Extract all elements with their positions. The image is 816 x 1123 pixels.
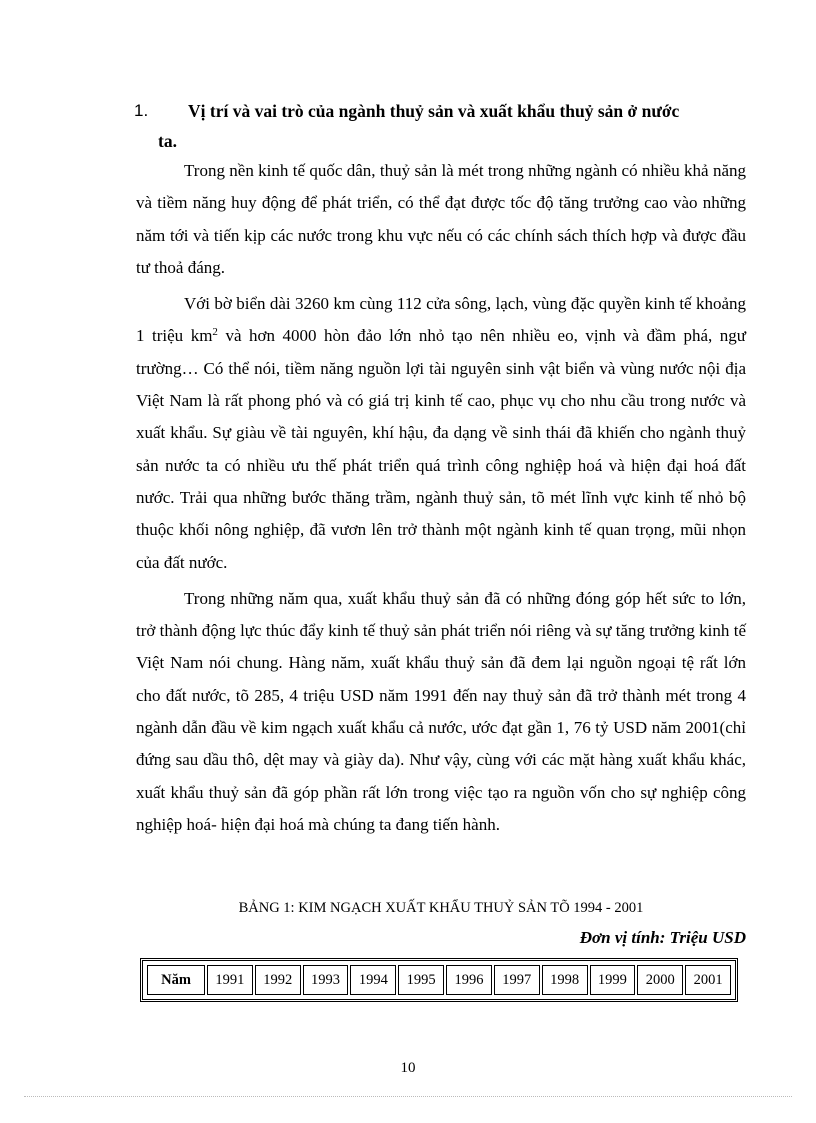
section-title-line1: Vị trí và vai trò của ngành thuỷ sản và xuất khẩu thuỷ sản ở nước xyxy=(188,101,680,121)
paragraph-1: Trong nền kinh tế quốc dân, thuỷ sản là mét trong những ngành có nhiều khả năng và tiềm năng huy động để phát triển, có thể đạt được tốc độ tăng trưởng cao vào những năm tới và tiến kịp các nước trong khu vực nếu có các chính sách thích hợp và được đầu tư thoả đáng. xyxy=(136,161,746,277)
year-cell: 1994 xyxy=(350,965,396,995)
year-cell: 1999 xyxy=(590,965,636,995)
section-title-line2: ta. xyxy=(158,131,177,151)
year-table xyxy=(140,958,738,1002)
year-cell: 1997 xyxy=(494,965,540,995)
year-cell: 1992 xyxy=(255,965,301,995)
paragraph-2-part1: Với bờ biển dài 3260 km cùng 112 cửa sông, lạch, vùng đặc quyền kinh tế khoảng 1 triệu km xyxy=(136,294,746,346)
year-cell: 2000 xyxy=(637,965,683,995)
year-cell: 2001 xyxy=(685,965,731,995)
body-text xyxy=(136,155,746,845)
year-cell: 1998 xyxy=(542,965,588,995)
footer-divider xyxy=(24,1096,792,1097)
year-table-grid xyxy=(145,963,733,997)
header-cell: Năm xyxy=(147,965,205,995)
table-unit: Đơn vị tính: Triệu USD xyxy=(579,928,746,947)
paragraph-2 xyxy=(136,288,746,579)
superscript: 2 xyxy=(212,326,218,339)
year-cell: 1993 xyxy=(303,965,349,995)
table-row xyxy=(147,965,731,995)
paragraph-2-part2: và hơn 4000 hòn đảo lớn nhỏ tạo nên nhiều eo, vịnh và đầm phá, ngư trường… Có thể nói, tiềm năng nguồn lợi tài nguyên sinh vật biển và vùng nước nội địa Việt Nam là rất phong phó và có giá trị kinh tế cao, phục vụ cho nhu cầu trong nước và xuất khẩu. Sự giàu về tài nguyên, khí hậu, đa dạng về sinh thái đã khiến cho ngành thuỷ sản nước ta có nhiều ưu thế phát triển quá trình công nghiệp hoá và hiện đại hoá đất nước. Trải qua những bước thăng trầm, ngành thuỷ sản, tõ mét lĩnh vực kinh tế nhỏ bộ thuộc khối nông nghiệp, đã vươn lên trở thành một ngành kinh tế quan trọng, mũi nhọn của đất nước. xyxy=(136,326,746,572)
section-number: 1. xyxy=(134,101,149,120)
table-title: BẢNG 1: KIM NGẠCH XUẤT KHẨU THUỶ SẢN TÕ 1994 - 2001 xyxy=(238,900,644,916)
page-number: 10 xyxy=(400,1060,416,1076)
year-cell: 1996 xyxy=(446,965,492,995)
year-cell: 1995 xyxy=(398,965,444,995)
year-cell: 1991 xyxy=(207,965,253,995)
paragraph-3: Trong những năm qua, xuất khẩu thuỷ sản đã có những đóng góp hết sức to lớn, trở thành động lực thúc đẩy kinh tế thuỷ sản phát triển nói riêng và sự tăng trưởng kinh tế Việt Nam nói chung. Hàng năm, xuất khẩu thuỷ sản đã đem lại nguồn ngoại tệ rất lớn cho đất nước, tõ 285, 4 triệu USD năm 1991 đến nay thuỷ sản đã trở thành mét trong 4 ngành dẫn đầu về kim ngạch xuất khẩu cả nước, ước đạt gần 1, 76 tỷ USD năm 2001(chỉ đứng sau dầu thô, dệt may và giày da). Như vậy, cùng với các mặt hàng xuất khẩu khác, xuất khẩu thuỷ sản đã góp phần rất lớn trong việc tạo ra nguồn vốn cho sự nghiệp công nghiệp hoá- hiện đại hoá mà chúng ta đang tiến hành. xyxy=(136,588,746,834)
